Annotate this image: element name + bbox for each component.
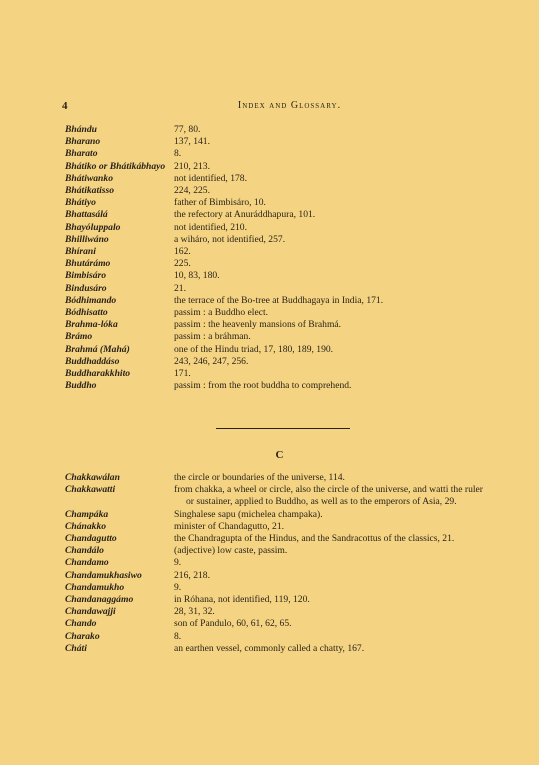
glossary-definition: 21.: [174, 282, 186, 294]
glossary-entry-continuation: [65, 496, 495, 508]
glossary-entry: [65, 557, 495, 569]
glossary-entry: [65, 533, 495, 545]
glossary-term: Bódhisatto: [65, 307, 108, 319]
glossary-entry: [65, 136, 495, 148]
glossary-definition: the circle or boundaries of the universe, 114.: [174, 472, 345, 483]
glossary-definition: 224, 225.: [174, 185, 210, 197]
glossary-term: Chánakko: [65, 520, 107, 532]
glossary-term: Bhátiwanko: [65, 172, 113, 184]
glossary-definition-continuation: or sustainer, applied to Buddho, as well as to the emperors of Asia, 29.: [186, 496, 457, 508]
glossary-definition: the terrace of the Bo-tree at Buddhagaya in India, 171.: [174, 294, 384, 306]
glossary-term: Brahmá (Mahá): [65, 343, 130, 355]
section-letter: C: [275, 449, 284, 461]
glossary-entry: [65, 582, 495, 594]
glossary-definition: 8.: [174, 630, 182, 642]
glossary-term: Buddhaddáso: [65, 355, 120, 367]
glossary-term: Brahma-lóka: [65, 319, 118, 331]
glossary-entry: [65, 380, 495, 392]
glossary-term: Chandamo: [65, 557, 109, 569]
glossary-definition: (adjective) low caste, passim.: [174, 545, 288, 557]
glossary-term: Bódhimando: [65, 294, 117, 306]
glossary-definition: passim : a bráhman.: [174, 331, 251, 343]
glossary-definition: in Róhana, not identified, 119, 120.: [174, 594, 310, 606]
glossary-definition: 9.: [174, 581, 182, 593]
glossary-entry: [65, 161, 495, 173]
page-number: 4: [62, 100, 68, 112]
glossary-entry: [65, 472, 495, 484]
glossary-entry: [65, 368, 495, 380]
glossary-entry: [65, 197, 495, 209]
glossary-entry: [65, 521, 495, 533]
glossary-definition: a wiháro, not identified, 257.: [174, 233, 286, 245]
glossary-term: Chakkawálan: [65, 472, 120, 483]
glossary-entry: [65, 258, 495, 270]
glossary-entry: [65, 618, 495, 630]
glossary-definition: 137, 141.: [174, 136, 210, 148]
glossary-term: Chando: [65, 618, 97, 630]
glossary-term-spacer: [65, 496, 174, 508]
glossary-term: Bhilliwáno: [65, 233, 109, 245]
section-divider: [216, 428, 350, 429]
section-c-entries: [65, 472, 495, 655]
glossary-entry: [65, 222, 495, 234]
glossary-term: Bhírani: [65, 246, 96, 258]
glossary-definition: 162.: [174, 246, 191, 258]
glossary-term: Bhátiko or Bhátikábhayo: [65, 160, 166, 172]
glossary-definition: 77, 80.: [174, 124, 201, 135]
glossary-definition: 225.: [174, 258, 191, 270]
glossary-entry: [65, 570, 495, 582]
glossary-definition: Singhalese sapu (michelea champaka).: [174, 508, 323, 520]
glossary-definition: an earthen vessel, commonly called a chatty, 167.: [174, 642, 365, 654]
glossary-entry: [65, 148, 495, 160]
glossary-entry: [65, 124, 495, 136]
glossary-definition: 9.: [174, 557, 182, 569]
glossary-term: Bhátikatisso: [65, 185, 115, 197]
glossary-definition: not identified, 210.: [174, 221, 248, 233]
glossary-term: Bhattasálá: [65, 209, 108, 221]
glossary-term: Charako: [65, 630, 100, 642]
glossary-term: Chandawajji: [65, 606, 116, 618]
glossary-term: Chakkawatti: [65, 484, 116, 496]
glossary-term: Bhutárámo: [65, 258, 111, 270]
running-head: Index and Glossary.: [237, 100, 342, 111]
glossary-entry: [65, 283, 495, 295]
glossary-term: Bhátiyo: [65, 197, 96, 209]
glossary-definition: passim : a Buddho elect.: [174, 307, 269, 319]
glossary-term: Brámo: [65, 331, 93, 343]
glossary-term: Chandamukho: [65, 581, 125, 593]
glossary-term: Chandamukhasiwo: [65, 569, 142, 581]
glossary-entry: [65, 594, 495, 606]
glossary-definition: 28, 31, 32.: [174, 606, 215, 618]
glossary-definition: 216, 218.: [174, 569, 210, 581]
glossary-entry: [65, 606, 495, 618]
glossary-entry: [65, 234, 495, 246]
glossary-entry: [65, 246, 495, 258]
glossary-term: Chandálo: [65, 545, 104, 557]
glossary-entry: [65, 209, 495, 221]
glossary-definition: father of Bimbisáro, 10.: [174, 197, 266, 209]
glossary-entry: [65, 185, 495, 197]
glossary-term: Chandagutto: [65, 533, 117, 545]
glossary-entry: [65, 331, 495, 343]
glossary-term: Bharano: [65, 136, 101, 148]
glossary-definition: passim : the heavenly mansions of Brahmá.: [174, 319, 342, 331]
glossary-entry: [65, 356, 495, 368]
glossary-entry: [65, 631, 495, 643]
glossary-definition: 243, 246, 247, 256.: [174, 355, 249, 367]
glossary-entry: [65, 295, 495, 307]
glossary-definition: 10, 83, 180.: [174, 270, 220, 282]
glossary-entry: [65, 484, 495, 496]
glossary-term: Buddho: [65, 380, 97, 392]
glossary-term: Bindusáro: [65, 282, 107, 294]
glossary-term: Champáka: [65, 508, 109, 520]
glossary-term: Chandanaggámo: [65, 594, 134, 606]
section-b-entries: [65, 124, 495, 392]
glossary-definition: minister of Chandagutto, 21.: [174, 520, 285, 532]
glossary-definition: son of Pandulo, 60, 61, 62, 65.: [174, 618, 292, 630]
glossary-term: Bhayóluppalo: [65, 221, 121, 233]
glossary-entry: [65, 545, 495, 557]
glossary-term: Cháti: [65, 642, 87, 654]
glossary-definition: 171.: [174, 368, 191, 380]
glossary-term: Buddharakkhito: [65, 368, 131, 380]
glossary-definition: one of the Hindu triad, 17, 180, 189, 190.: [174, 343, 334, 355]
glossary-entry: [65, 643, 495, 655]
glossary-entry: [65, 173, 495, 185]
glossary-definition: 210, 213.: [174, 160, 210, 172]
glossary-definition: the refectory at Anuráddhapura, 101.: [174, 209, 316, 221]
glossary-entry: [65, 509, 495, 521]
glossary-entry: [65, 270, 495, 282]
glossary-definition: passim : from the root buddha to comprehend.: [174, 380, 352, 392]
glossary-definition: from chakka, a wheel or circle, also the circle of the universe, and watti the ruler: [174, 484, 483, 496]
glossary-entry: [65, 319, 495, 331]
glossary-definition: 8.: [174, 148, 182, 160]
glossary-definition: not identified, 178.: [174, 172, 248, 184]
glossary-term: Bhándu: [65, 124, 97, 135]
glossary-term: Bimbisáro: [65, 270, 107, 282]
glossary-term: Bharato: [65, 148, 98, 160]
glossary-entry: [65, 344, 495, 356]
glossary-entry: [65, 307, 495, 319]
glossary-definition: the Chandragupta of the Hindus, and the Sandracottus of the classics, 21.: [174, 533, 455, 545]
